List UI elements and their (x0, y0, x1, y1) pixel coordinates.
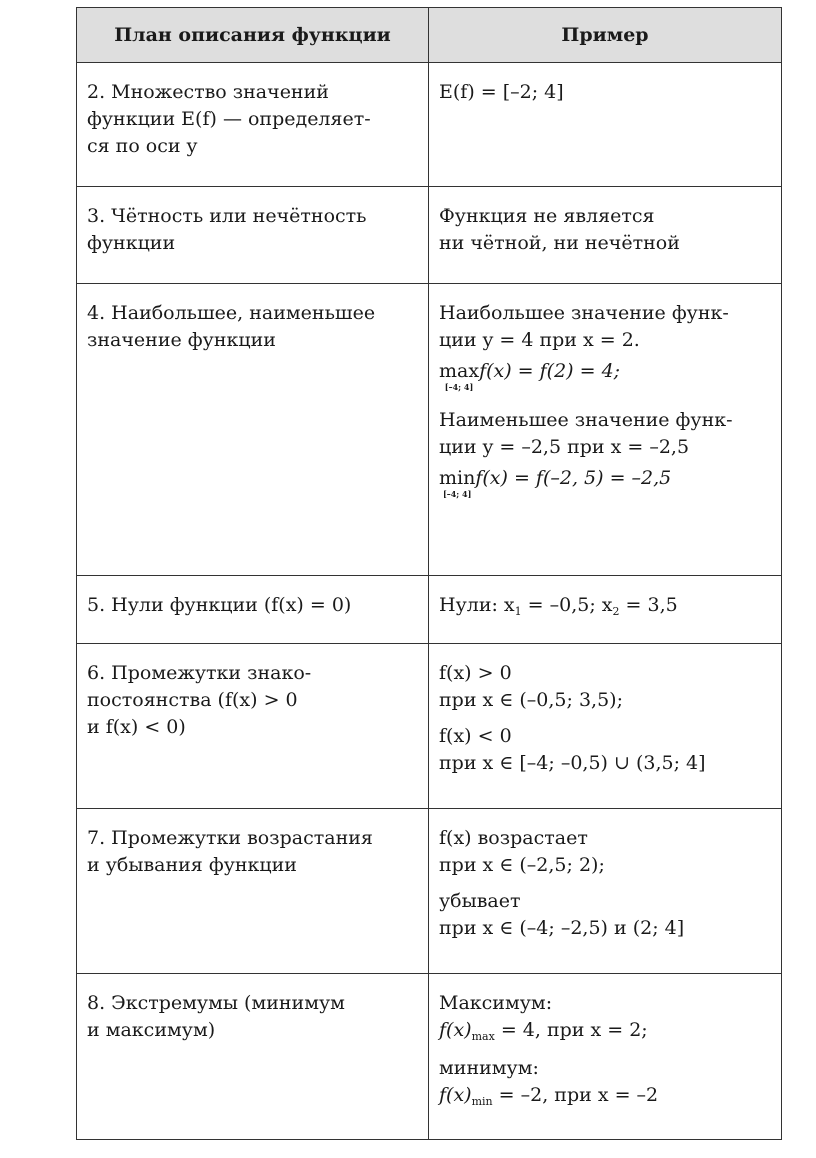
text-line: убывает (439, 890, 521, 912)
text-line: 3. Чётность или нечётность (87, 205, 367, 227)
text-line: f(x) > 0 (439, 662, 512, 684)
text-line: и убывания функции (87, 854, 297, 876)
text-line: постоянства (f(x) > 0 (87, 689, 298, 711)
text-line: E(f) = [–2; 4] (439, 81, 564, 103)
example-cell (429, 974, 782, 1140)
max-value-line: $f(x)_{max} = 4$, при x = 2; (439, 1019, 648, 1043)
text-line: при x ∈ (–0,5; 3,5); (439, 689, 623, 711)
text-line: при x ∈ (–2,5; 2); (439, 854, 605, 876)
text-line: ни чётной, ни нечётной (439, 232, 680, 254)
text-line: при x ∈ (–4; –2,5) и (2; 4] (439, 917, 685, 939)
text-line: 8. Экстремумы (минимум (87, 992, 345, 1014)
text-line: Функция не является (439, 205, 655, 227)
table-row (77, 974, 782, 1140)
plan-cell (77, 187, 429, 284)
header-plan: План описания функции (77, 8, 429, 63)
table-row (77, 576, 782, 644)
example-cell (429, 63, 782, 187)
text-line: при x ∈ [–4; –0,5) ∪ (3,5; 4] (439, 752, 706, 774)
table-row (77, 284, 782, 576)
table-row (77, 809, 782, 974)
max-expression: f(x) = f(2) = 4; (479, 360, 621, 382)
plan-cell (77, 63, 429, 187)
min-range: [–4; 4] (442, 489, 472, 499)
max-range: [–4; 4] (444, 382, 474, 392)
text-line: 5. Нули функции (f(x) = 0) (87, 594, 352, 616)
header-example: Пример (429, 8, 782, 63)
text-line: ции y = 4 при x = 2. (439, 329, 640, 351)
plan-cell (77, 284, 429, 576)
text-line: ции y = –2,5 при x = –2,5 (439, 436, 690, 458)
min-operator: min [–4; 4] (439, 467, 476, 499)
text-line: 2. Множество значений (87, 81, 329, 103)
table-row (77, 187, 782, 284)
min-expression: f(x) = f(–2, 5) = –2,5 (475, 467, 672, 489)
plan-cell (77, 809, 429, 974)
text-line: Наименьшее значение функ- (439, 409, 733, 431)
text-line: 6. Промежутки знако- (87, 662, 312, 684)
example-cell (429, 644, 782, 809)
text-line: и f(x) < 0) (87, 716, 186, 738)
max-formula (439, 360, 771, 398)
text-line: значение функции (87, 329, 276, 351)
example-cell (429, 576, 782, 644)
text-line: ся по оси y (87, 135, 198, 157)
text-line: 4. Наибольшее, наименьшее (87, 302, 376, 324)
zeros-line: Нули: $x_1 = -0,5$; $x_2 = 3,5$ (439, 594, 678, 618)
text-line: и максимум) (87, 1019, 216, 1041)
text-line: f(x) < 0 (439, 725, 512, 747)
example-cell (429, 284, 782, 576)
text-line: функции E(f) — определяет- (87, 108, 371, 130)
example-cell (429, 809, 782, 974)
min-value-line: $f(x)_{min} = -2$, при x = –2 (439, 1084, 659, 1108)
max-operator: max [–4; 4] (439, 360, 480, 392)
text-line: Наибольшее значение функ- (439, 302, 729, 324)
text-line: минимум: (439, 1057, 539, 1079)
table-row (77, 644, 782, 809)
text-line: функции (87, 232, 176, 254)
text-line: f(x) возрастает (439, 827, 588, 849)
example-cell (429, 187, 782, 284)
plan-cell (77, 974, 429, 1140)
plan-cell (77, 576, 429, 644)
text-line: 7. Промежутки возрастания (87, 827, 373, 849)
table-row (77, 63, 782, 187)
min-formula (439, 467, 771, 505)
plan-cell (77, 644, 429, 809)
text-line: Максимум: (439, 992, 553, 1014)
function-plan-table (76, 7, 782, 1140)
header-row (77, 8, 782, 63)
